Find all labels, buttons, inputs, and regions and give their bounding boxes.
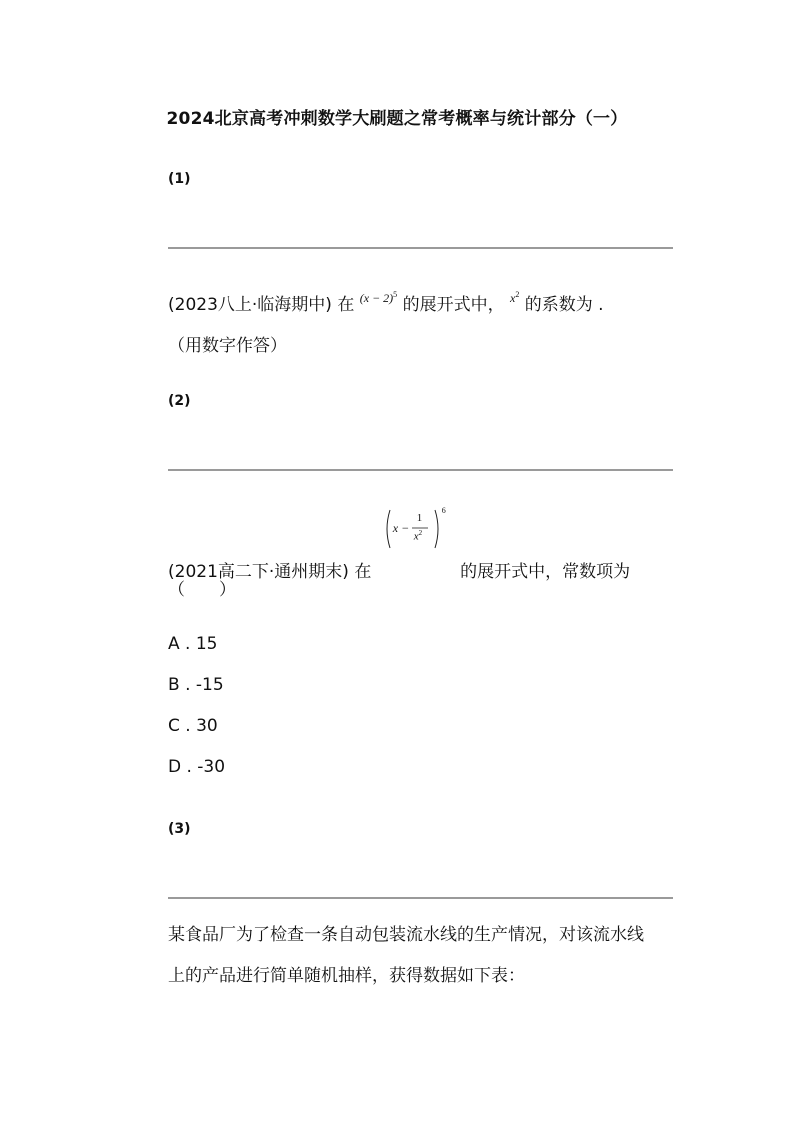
question-3-line-1: 某食品厂为了检查一条自动包装流水线的生产情况，对该流水线 — [168, 925, 644, 945]
question-1-term: x2 — [509, 290, 520, 305]
question-1-stem — [168, 290, 604, 315]
question-2-frac-lead: x − — [392, 521, 410, 535]
question-number-1: (1) — [168, 171, 191, 187]
question-2-blank: （ ） — [168, 580, 236, 600]
question-1-expression: (x − 2)5 — [359, 290, 398, 305]
question-2-exponent: 6 — [441, 506, 446, 515]
question-1-post: 的系数为 . — [524, 295, 604, 315]
question-2-post: 的展开式中，常数项为 — [460, 562, 631, 582]
option-a[interactable]: A . 15 — [168, 634, 218, 654]
question-2-source: (2021高二下·通州期末) — [168, 562, 349, 582]
question-2-stem — [168, 506, 631, 582]
divider-3 — [168, 897, 673, 899]
question-3-line-2: 上的产品进行简单随机抽样，获得数据如下表： — [168, 966, 525, 986]
question-number-3: (3) — [168, 821, 191, 837]
question-2-frac-numerator: 1 — [416, 512, 423, 524]
document-title: 2024北京高考冲刺数学大刷题之常考概率与统计部分（一） — [166, 109, 628, 129]
question-number-2: (2) — [168, 393, 191, 409]
question-2-frac-denominator: $x^2$ — [413, 529, 423, 543]
question-1-note: （用数字作答） — [168, 336, 287, 356]
question-1-mid: 的展开式中， — [402, 295, 505, 315]
question-2-pre: 在 — [354, 562, 372, 582]
option-b[interactable]: B . -15 — [168, 675, 224, 695]
divider-2 — [168, 469, 673, 471]
option-d[interactable]: D . -30 — [168, 757, 226, 777]
question-2-expression — [383, 506, 449, 552]
question-1-source: (2023八上·临海期中) — [168, 295, 332, 315]
divider-1 — [168, 247, 673, 249]
question-1-pre: 在 — [337, 295, 355, 315]
option-c[interactable]: C . 30 — [168, 716, 218, 736]
